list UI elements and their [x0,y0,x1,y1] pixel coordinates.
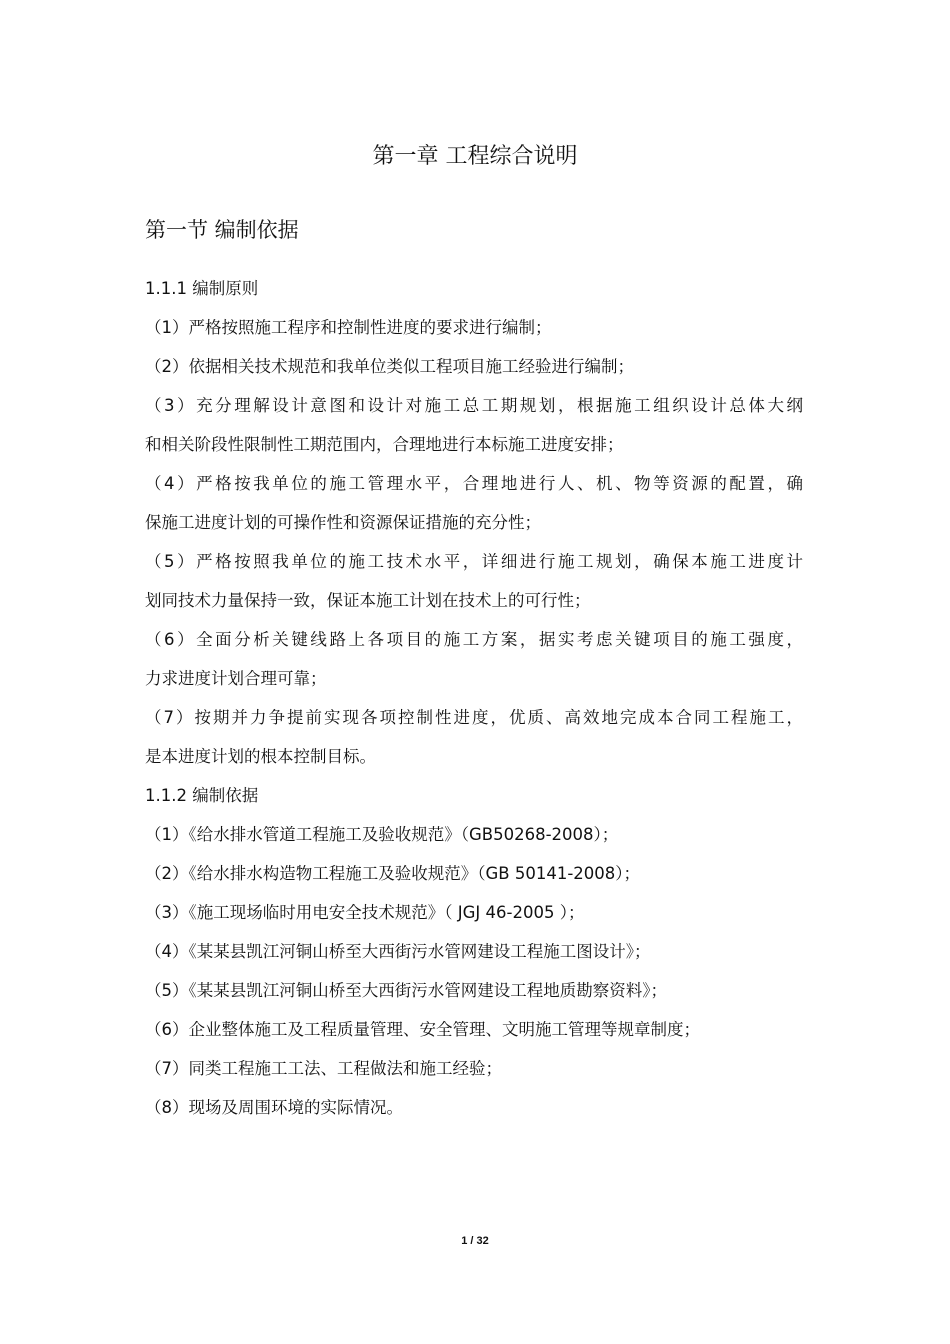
document-body [145,269,810,1127]
paragraph-line: （6）全面分析关键线路上各项目的施工方案，据实考虑关键项目的施工强度， [145,630,803,649]
paragraph-line: （4）严格按我单位的施工管理水平，合理地进行人、机、物等资源的配置，确 [145,474,803,493]
paragraph-line: 力求进度计划合理可靠； [145,669,327,688]
reference-item: （3）《施工现场临时用电安全技术规范》（ JGJ 46-2005 ）； [145,903,585,922]
reference-item: （7）同类工程施工工法、工程做法和施工经验； [145,1059,502,1078]
reference-item: （8）现场及周围环境的实际情况。 [145,1098,403,1117]
reference-item: （6）企业整体施工及工程质量管理、安全管理、文明施工管理等规章制度； [145,1020,700,1039]
paragraph-line: （3）充分理解设计意图和设计对施工总工期规划，根据施工组织设计总体大纲 [145,396,803,415]
reference-item: （2）《给水排水构造物工程施工及验收规范》（GB 50141-2008）； [145,864,641,883]
subsection-heading: 1.1.1 编制原则 [145,279,259,298]
paragraph-line: （7）按期并力争提前实现各项控制性进度，优质、高效地完成本合同工程施工， [145,708,803,727]
paragraph-line: （1）严格按照施工程序和控制性进度的要求进行编制； [145,318,552,337]
page-number: 1 / 32 [461,1235,489,1247]
subsection-heading: 1.1.2 编制依据 [145,786,259,805]
paragraph-line: （5）严格按照我单位的施工技术水平，详细进行施工规划，确保本施工进度计 [145,552,803,571]
section-title: 第一节 编制依据 [145,218,299,242]
reference-item: （5）《某某县凯江河铜山桥至大西街污水管网建设工程地质勘察资料》； [145,981,667,1000]
chapter-title: 第一章 工程综合说明 [372,144,578,169]
paragraph-line: （2）依据相关技术规范和我单位类似工程项目施工经验进行编制； [145,357,634,376]
paragraph-line: 划同技术力量保持一致，保证本施工计划在技术上的可行性； [145,591,591,610]
reference-item: （4）《某某县凯江河铜山桥至大西街污水管网建设工程施工图设计》； [145,942,651,961]
reference-item: （1）《给水排水管道工程施工及验收规范》（GB50268-2008）； [145,825,619,844]
paragraph-line: 和相关阶段性限制性工期范围内，合理地进行本标施工进度安排； [145,435,624,454]
paragraph-line: 保施工进度计划的可操作性和资源保证措施的充分性； [145,513,541,532]
paragraph-line: 是本进度计划的根本控制目标。 [145,747,376,766]
